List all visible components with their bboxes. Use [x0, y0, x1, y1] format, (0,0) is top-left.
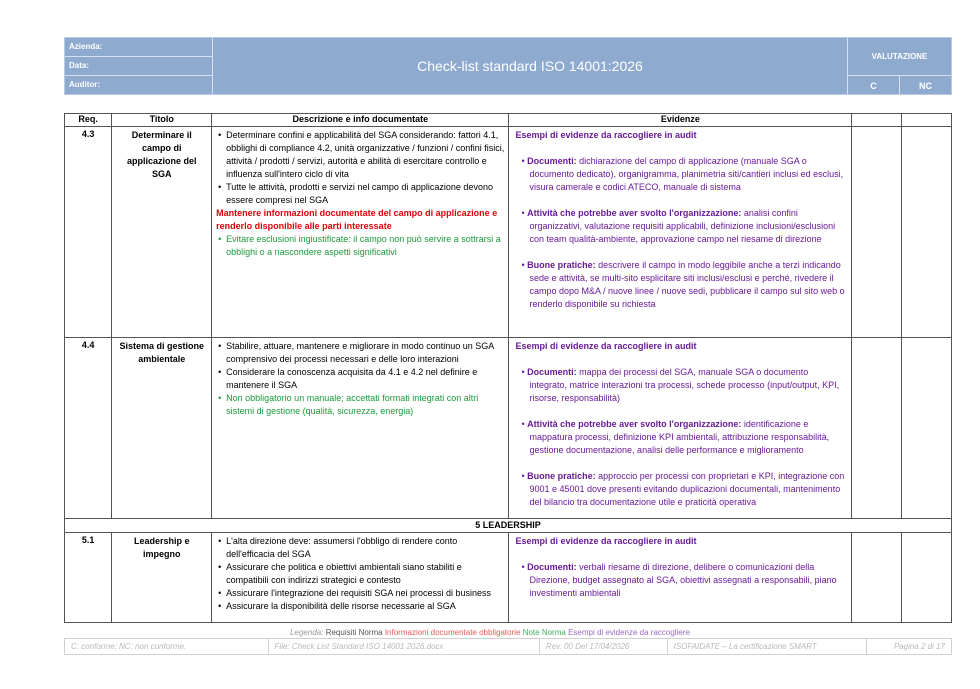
- evidence-item: • Attività che potrebbe aver svolto l'organizzazione: identificazione e mappatura processi, definizione KPI ambientali, attribuzione responsabilità, gestione documentazione, analisi delle performance e miglioramento: [521, 419, 830, 455]
- legend-evidenze: Esempi di evidenze da raccogliere: [568, 628, 690, 637]
- req-number: 4.3: [65, 127, 112, 338]
- req-title: Leadership e impegno: [112, 533, 212, 623]
- col-c: [852, 114, 901, 127]
- list-item: • L'alta direzione deve: assumersi l'obbligo di rendere conto dell'efficacia del SGA: [218, 536, 458, 559]
- data-label: Data:: [65, 57, 212, 76]
- req-number: 5.1: [65, 533, 112, 623]
- legend-requisiti: Requisiti Norma: [325, 628, 383, 637]
- footer-revision: Rev. 00 Del 17/04/2026: [540, 639, 668, 654]
- legend-informazioni: Informazioni documentate obbligatorie: [384, 628, 521, 637]
- evidence-item: • Documenti: dichiarazione del campo di applicazione (manuale SGA o documento dedicato), organigramma, planimetria siti/cantieri inclusi ed esclusi, visura camerale e codici ATECO, manuale di sistema: [521, 156, 844, 192]
- evidence-cell: [509, 127, 852, 338]
- note-item: • Non obbligatorio un manuale; accettati formati integrati con altri sistemi di gestione (qualità, sicurezza, energia): [218, 393, 479, 416]
- evidence-item: • Documenti: verbali riesame di direzione, delibere o comunicazioni della Direzione, budget assegnato al SGA, obiettivi assegnati a responsabili, piano investimenti ambientali: [521, 562, 837, 598]
- footer-brand: ISOFAIDATE – La certificazione SMART: [668, 639, 868, 654]
- evidence-title: Esempi di evidenze da raccogliere in audit: [515, 536, 697, 546]
- documented-info: Mantenere informazioni documentate del campo di applicazione e renderlo disponibile alle parti interessate: [216, 208, 498, 231]
- section-title: 5 LEADERSHIP: [65, 519, 952, 533]
- c-checkbox-cell[interactable]: [852, 127, 901, 338]
- list-item: • Considerare la conoscenza acquisita da 4.1 e 4.2 nel definire e mantenere il SGA: [218, 367, 478, 390]
- nc-checkbox-cell[interactable]: [901, 533, 951, 623]
- footer-conforme: C: conforme; NC: non conforme.: [65, 639, 269, 654]
- list-item: • Tutte le attività, prodotti e servizi nel campo di applicazione devono essere compresi nel SGA: [218, 182, 493, 205]
- header-nc-label: NC: [919, 80, 932, 91]
- table-row: [65, 127, 952, 338]
- c-checkbox-cell[interactable]: [852, 338, 901, 519]
- note-item: • Evitare esclusioni ingiustificate: il campo non può servire a sottrarsi a obblighi o a nascondere aspetti significativi: [218, 234, 501, 257]
- c-checkbox-cell[interactable]: [852, 533, 901, 623]
- req-description: [212, 338, 509, 519]
- req-description: [212, 127, 509, 338]
- list-item: • Assicurare che politica e obiettivi ambientali siano stabiliti e compatibili con indirizzi strategici e contesto: [218, 562, 462, 585]
- table-row: [65, 533, 952, 623]
- evidence-item: • Attività che potrebbe aver svolto l'organizzazione: analisi confini organizzativi, valutazione requisiti applicabili, definizione inclusioni/esclusioni con team qualità-ambiente, approvazione campo nel riesame di direzione: [521, 208, 836, 244]
- footer-file: File: Check List Standard ISO 14001 2026.docx: [269, 639, 540, 654]
- list-item: • Assicurare l'integrazione dei requisiti SGA nei processi di business: [218, 588, 491, 598]
- page-footer: [64, 638, 952, 655]
- evidence-cell: [509, 338, 852, 519]
- table-header-row: [65, 114, 952, 127]
- col-titolo: Titolo: [112, 114, 212, 127]
- header-fields: [65, 38, 213, 94]
- legend: [0, 628, 980, 637]
- evidence-title: Esempi di evidenze da raccogliere in audit: [515, 130, 697, 140]
- nc-checkbox-cell[interactable]: [901, 127, 951, 338]
- col-descrizione: Descrizione e info documentate: [212, 114, 509, 127]
- req-number: 4.4: [65, 338, 112, 519]
- nc-checkbox-cell[interactable]: [901, 338, 951, 519]
- req-title: Determinare il campo di applicazione del SGA: [112, 127, 212, 338]
- table-row: [65, 338, 952, 519]
- legend-label: Legenda:: [290, 628, 324, 637]
- evidence-title: Esempi di evidenze da raccogliere in audit: [515, 341, 697, 351]
- evidence-item: • Documenti: mappa dei processi del SGA, manuale SGA o documento integrato, matrice interazioni tra processi, schede processo (input/output, KPI, risorse, responsabilità): [521, 367, 840, 403]
- list-item: • Determinare confini e applicabilità del SGA considerando: fattori 4.1, obblighi di compliance 4.2, unità organizzative / funzioni / confini fisici, attività / prodotti / servizi, autorità e abilità di esercitare controllo e influenza sull'intero ciclo di vita: [218, 130, 505, 179]
- document-title: Check-list standard ISO 14001:2026: [417, 58, 643, 74]
- req-description: [212, 533, 509, 623]
- list-item: • Stabilire, attuare, mantenere e migliorare in modo continuo un SGA comprensivo dei processi necessari e delle loro interazioni: [218, 341, 494, 364]
- document-header: [64, 37, 952, 95]
- evidence-cell: [509, 533, 852, 623]
- col-nc: [901, 114, 951, 127]
- checklist-table: [64, 113, 952, 623]
- footer-page-number: Pagina 2 di 17: [893, 642, 945, 651]
- auditor-label: Auditor:: [69, 80, 101, 89]
- evidence-item: • Buone pratiche: approccio per processi con proprietari e KPI, integrazione con 9001 e 45001 dove presenti evitando duplicazioni documentali, mantenimento del bilancio tra documentazione utile e praticità operativa: [521, 471, 845, 507]
- valutazione-label: VALUTAZIONE: [848, 38, 951, 76]
- azienda-label: Azienda:: [65, 38, 212, 57]
- legend-note: Note Norma: [522, 628, 566, 637]
- section-row: [65, 519, 952, 533]
- col-req: Req.: [65, 114, 112, 127]
- evidence-item: • Buone pratiche: descrivere il campo in modo leggibile anche a terzi indicando sede e attività, se multi-sito esplicitare siti inclusi/esclusi e perché, rivedere il campo dopo M&A / nuove linee / nuove sedi, pubblicare il campo sul sito web o renderlo disponibile su richiesta: [521, 260, 845, 309]
- valutazione-box: [847, 38, 951, 94]
- req-title: Sistema di gestione ambientale: [112, 338, 212, 519]
- list-item: • Assicurare la disponibilità delle risorse necessarie al SGA: [218, 601, 456, 611]
- header-c-label: C: [848, 76, 900, 95]
- col-evidenze: Evidenze: [509, 114, 852, 127]
